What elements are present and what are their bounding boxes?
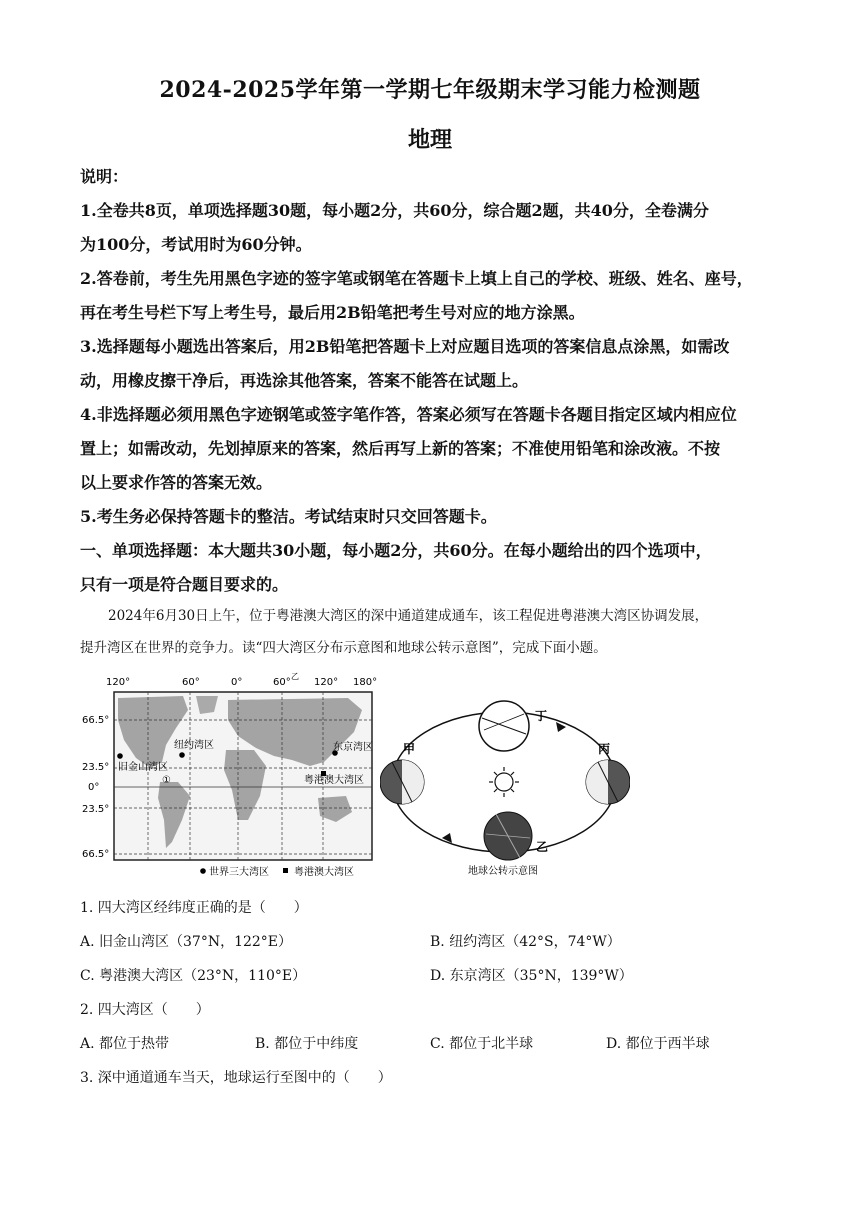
lat-label: 23.5° [82, 762, 110, 773]
legend-square-icon [283, 868, 288, 873]
earth-yi [484, 812, 532, 860]
passage-line: 提升湾区在世界的竞争力。读“四大湾区分布示意图和地球公转示意图”，完成下面小题。 [80, 640, 607, 656]
question-stem: 2. 四大湾区（ ） [80, 1002, 210, 1018]
position-label: 丙 [598, 742, 611, 756]
instruction-line: 为100分，考试用时为60分钟。 [80, 235, 312, 254]
instruction-line: 2.答卷前，考生先用黑色字迹的签字笔或钢笔在答题卡上填上自己的学校、班级、姓名、座号， [80, 269, 753, 288]
instructions-heading: 说明： [80, 167, 129, 186]
marker-number: ① [162, 775, 171, 786]
orbit-caption: 地球公转示意图 [468, 866, 538, 877]
instruction-line: 再在考生号栏下写上考生号，最后用2B铅笔把考生号对应的地方涂黑。 [80, 303, 585, 322]
answer-option[interactable]: A. 旧金山湾区（37°N，122°E） [80, 934, 293, 950]
instruction-line: 1.全卷共8页，单项选择题30题，每小题2分，共60分，综合题2题，共40分，全卷满分 [80, 201, 709, 220]
lon-label: 180° [353, 677, 378, 688]
passage-line: 2024年6月30日上午，位于粤港澳大湾区的深中通道建成通车，该工程促进粤港澳大湾区协调发展， [108, 608, 709, 624]
instruction-line: 3.选择题每小题选出答案后，用2B铅笔把答题卡上对应题目选项的答案信息点涂黑，如需改 [80, 337, 730, 356]
section-heading: 一、单项选择题：本大题共30小题，每小题2分，共60分。在每小题给出的四个选项中， [80, 541, 712, 560]
sanfrancisco-marker [117, 753, 123, 759]
position-label: 丁 [535, 709, 548, 723]
newyork-marker [179, 752, 185, 758]
subject-title: 地理 [407, 127, 452, 153]
instruction-line: 置上；如需改动，先划掉原来的答案，然后再写上新的答案；不准使用铅笔和涂改液。不按 [80, 439, 721, 458]
earth-ding [479, 701, 529, 751]
instruction-line: 以上要求作答的答案无效。 [80, 473, 273, 492]
answer-option[interactable]: C. 粤港澳大湾区（23°N，110°E） [80, 968, 307, 984]
top-mark: 乙 [291, 672, 299, 681]
earth-bing [586, 760, 630, 804]
position-label: 甲 [403, 742, 416, 756]
answer-option[interactable]: D. 东京湾区（35°N，139°W） [430, 968, 633, 984]
lon-label: 60° [182, 677, 200, 688]
section-heading: 只有一项是符合题目要求的。 [80, 575, 289, 594]
lat-label: 23.5° [82, 804, 110, 815]
answer-option[interactable]: B. 都位于中纬度 [255, 1036, 359, 1052]
place-label: 粤港澳大湾区 [304, 775, 364, 786]
lat-label: 66.5° [82, 715, 110, 726]
place-label: 旧金山湾区 [118, 762, 168, 773]
position-label: 乙 [536, 840, 549, 854]
legend-label: 世界三大湾区 [209, 867, 269, 878]
instruction-line: 4.非选择题必须用黑色字迹钢笔或签字笔作答，答案必须写在答题卡各题目指定区域内相应位 [80, 405, 737, 424]
question-stem: 1. 四大湾区经纬度正确的是（ ） [80, 900, 308, 916]
legend-label: 粤港澳大湾区 [294, 867, 354, 878]
earth-jia [380, 760, 424, 804]
legend-dot-icon [200, 868, 206, 874]
earth-orbit-diagram [380, 700, 630, 880]
lon-label: 120° [106, 677, 131, 688]
instruction-line: 5.考生务必保持答题卡的整洁。考试结束时只交回答题卡。 [80, 507, 497, 526]
answer-option[interactable]: A. 都位于热带 [80, 1036, 170, 1052]
question-stem: 3. 深中通道通车当天，地球运行至图中的（ ） [80, 1070, 392, 1086]
answer-option[interactable]: C. 都位于北半球 [430, 1036, 534, 1052]
lat-label: 66.5° [82, 849, 110, 860]
place-label: 东京湾区 [333, 742, 373, 753]
answer-option[interactable]: B. 纽约湾区（42°S，74°W） [430, 934, 621, 950]
sun-icon [489, 767, 519, 797]
lon-label: 120° [314, 677, 339, 688]
lon-label: 0° [231, 677, 243, 688]
lat-label: 0° [88, 782, 100, 793]
instruction-line: 动，用橡皮擦干净后，再选涂其他答案，答案不能答在试题上。 [80, 371, 529, 390]
lon-label: 60° [273, 677, 291, 688]
world-bay-map [78, 670, 378, 880]
exam-title: 2024-2025学年第一学期七年级期末学习能力检测题 [159, 77, 701, 103]
place-label: 纽约湾区 [174, 740, 214, 751]
answer-option[interactable]: D. 都位于西半球 [606, 1036, 710, 1052]
